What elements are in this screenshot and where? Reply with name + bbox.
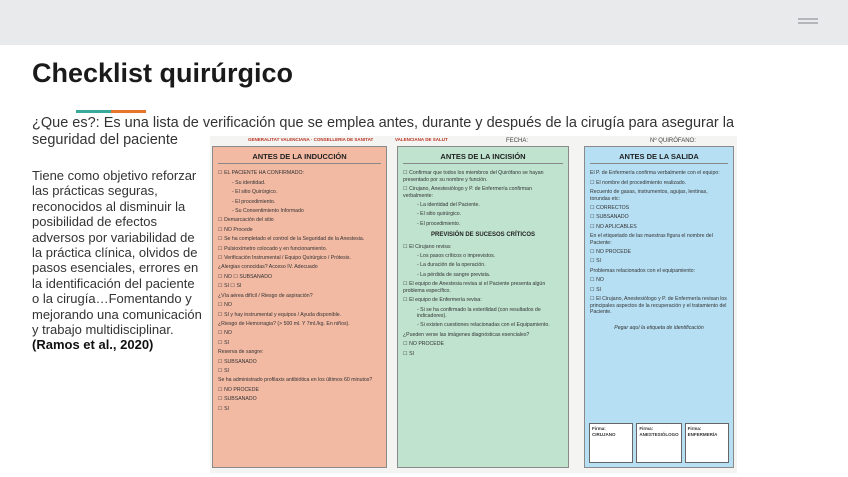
checklist-line: ☐ SI	[590, 258, 601, 265]
checklist-line: ☐ SI	[218, 339, 229, 346]
checklist-line: - El sitio quirúrgico.	[417, 211, 462, 218]
checklist-line: - La identidad del Paciente.	[417, 202, 480, 209]
checklist-line: ☐ NO PROCEDE	[218, 386, 259, 393]
checklist-line: En el etiquetado de las muestras figura el nombre del Paciente:	[590, 233, 713, 246]
checklist-line: - Si existen cuestiones relacionadas con el Equipamiento.	[417, 322, 550, 329]
panel-incision	[397, 146, 569, 468]
checklist-line: ☐ SI	[590, 286, 601, 293]
checklist-line: - Su identidad.	[232, 179, 266, 186]
checklist-line: Recuento de gasas, instrumentos, agujas, lentinas, torundas etc:	[590, 189, 708, 202]
checklist-line: ☐ SUBSANADO	[218, 396, 257, 403]
checklist-line: ☐ Verificación Instrumental / Equipo Quirúrgico / Prótesis.	[218, 255, 351, 262]
checklist-line: ☐ NO	[218, 302, 232, 309]
sucesos-lines	[403, 244, 563, 357]
checklist-line: ☐ El Cirujano revisa:	[403, 243, 452, 250]
checklist-line: ☐ SI	[403, 350, 414, 357]
checklist-line: ☐ NO Procede	[218, 226, 253, 233]
checklist-line: ☐ EL PACIENTE HA CONFIRMADO:	[218, 170, 304, 177]
fecha-label: FECHA:	[506, 138, 529, 144]
checklist-line: ☐ Confirmar que todos los miembros del Quirófano se hayan presentado por su nombre y función.	[403, 170, 544, 183]
checklist-line: - El sitio Quirúrgico.	[232, 189, 278, 196]
firma-box: Firma: CIRUJANO	[589, 423, 633, 463]
panel-induccion	[212, 146, 387, 468]
slide-title: Checklist quirúrgico	[32, 58, 294, 88]
checklist-line: ☐ NO	[218, 330, 232, 337]
checklist-line: ☐ El equipo de Anestesia revisa si el Paciente presenta algún problema específico.	[403, 281, 546, 294]
checklist-line: - Su Consentimiento Informado	[232, 208, 304, 215]
hamburger-icon[interactable]	[798, 18, 818, 27]
incision-lines	[403, 170, 563, 227]
checklist-line: ☐ SUBSANADO	[218, 358, 257, 365]
salud-logo: VALENCIANA DE SALUT	[395, 137, 448, 142]
checklist-line: ☐ El nombre del procedimiento realizado.	[590, 179, 687, 186]
checklist-line: ☐ NO APLICABLES	[590, 223, 637, 230]
salida-title: ANTES DE LA SALIDA	[590, 154, 728, 164]
checklist-line: ¿Pueden verse las imágenes diagnósticas esenciales?	[403, 331, 530, 338]
induccion-title: ANTES DE LA INDUCCIÓN	[218, 154, 381, 164]
checklist-line: ☐ Demarcación del sitio	[218, 217, 274, 224]
checklist-line: Problemas relacionados con el equipamiento:	[590, 267, 695, 274]
firma-box: Firma: ANESTESIÓLOGO	[636, 423, 681, 463]
salida-lines	[590, 170, 728, 315]
quirofano-label: Nº QUIRÓFANO:	[650, 138, 696, 144]
checklist-line: ☐ Cirujano, Anestesiólogo y P. de Enfermería confirman verbalmente:	[403, 186, 532, 199]
checklist-line: ☐ SI	[218, 367, 229, 374]
checklist-line: ☐ El equipo de Enfermería revisa:	[403, 297, 482, 304]
checklist-line: - Si se ha confirmado la esterilidad (con resultados de indicadores).	[417, 306, 541, 319]
checklist-line: ☐ CORRECTOS	[590, 205, 630, 212]
checklist-line: - El procedimiento.	[232, 198, 276, 205]
checklist-line: ☐ Pulsioxímetro colocado y en funcionamiento.	[218, 245, 328, 252]
objective-body: Tiene como objetivo reforzar las prácticas seguras, reconocidos al disminuir la posibilidad de efectos adversos por variabilidad de la práctica clínica, olvidos de pasos esenciales, errores en la identificación del paciente o la cirugía…Fomentando y mejorando una comunicación y trabajo multidisciplinar.	[32, 168, 202, 338]
checklist-line: ☐ El Cirujano, Anestesiólogo y P. de Enfermería revisan los principales aspectos de la recuperación y el tratamiento del Paciente.	[590, 296, 727, 315]
checklist-line: ☐ SI	[218, 405, 229, 412]
definition-text: ¿Que es?: Es una lista de verificación que se emplea antes, durante y después de la cirugía para asegurar la seguridad del paciente	[32, 115, 735, 148]
firmas-row	[589, 423, 729, 463]
firma-box: Firma: ENFERMERÍA	[685, 423, 729, 463]
checklist-line: - Los pasos críticos o imprevistos.	[417, 253, 496, 260]
checklist-line: ☐ SUBSANADO	[590, 214, 629, 221]
checklist-line: ☐ NO	[590, 277, 604, 284]
checklist-line: ¿Vía aérea difícil / Riesgo de aspiración?	[218, 292, 313, 299]
checklist-line: El P. de Enfermería confirma verbalmente con el equipo:	[590, 170, 720, 177]
objective-text	[32, 168, 202, 353]
generalitat-logo: GENERALITAT VALENCIANA · CONSELLERIA DE SANITAT	[248, 137, 374, 142]
checklist-line: - La pérdida de sangre prevista.	[417, 271, 491, 278]
incision-title: ANTES DE LA INCISIÓN	[403, 154, 563, 164]
checklist-line: ¿Alergias conocidas? Acceso IV. Adecuado	[218, 264, 318, 271]
checklist-line: ¿Riesgo de Hemorragia? (> 500 ml. Y 7ml./kg. En niños).	[218, 320, 350, 327]
checklist-line: Reserva de sangre:	[218, 349, 264, 356]
checklist-line: ☐ NO ☐ SUBSANADO	[218, 273, 272, 280]
checklist-line: ☐ SI ☐ SI	[218, 283, 242, 290]
sucesos-subtitle: PREVISIÓN DE SUCESOS CRÍTICOS	[430, 232, 536, 239]
panel-salida	[584, 146, 734, 468]
checklist-image	[210, 136, 737, 473]
citation: (Ramos et al., 2020)	[32, 337, 154, 353]
etiqueta-text: Pegar aquí la etiqueta de identificación	[614, 325, 704, 332]
checklist-line: - La duración de la operación.	[417, 262, 486, 269]
title-accent-line	[76, 110, 146, 113]
top-bar	[0, 0, 848, 45]
checklist-line: ☐ Se ha completado el control de la Seguridad de la Anestesia.	[218, 236, 365, 243]
checklist-line: ☐ NO PROCEDE	[403, 341, 444, 348]
checklist-line: Se ha administrado profilaxis antibiótica en los últimos 60 minutos?	[218, 377, 373, 384]
checklist-line: - El procedimiento.	[417, 220, 461, 227]
checklist-line: ☐ NO PROCEDE	[590, 249, 631, 256]
induccion-lines	[218, 170, 381, 412]
checklist-line: ☐ SI y hay instrumental y equipos / Ayuda disponible.	[218, 311, 342, 318]
